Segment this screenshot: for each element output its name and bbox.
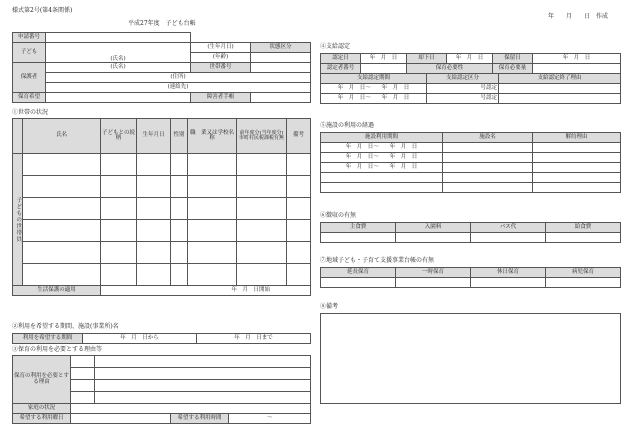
period-to-field[interactable]: 年 月 日まで [197, 334, 311, 344]
table-row[interactable] [23, 198, 101, 220]
status-field[interactable] [251, 53, 311, 63]
period-table [12, 333, 311, 344]
days-label: 希望する利用曜日 [13, 414, 71, 424]
cert-no-field[interactable] [361, 64, 407, 74]
family-field[interactable] [71, 404, 311, 414]
age-field[interactable]: (年齢) [191, 53, 251, 63]
welfare-label: 生活保護の適用 [13, 286, 101, 296]
reason-field[interactable] [95, 368, 311, 380]
cert-period-field[interactable]: 年 月 日〜 年 月 日 [321, 94, 427, 104]
form-title: 平成27年度 子ども台帳 [128, 20, 196, 27]
contact-field[interactable]: (連絡先) [46, 83, 311, 93]
app-no-label: 申請番号 [13, 33, 46, 43]
facility-period-field[interactable]: 年 月 日〜 年 月 日 [321, 163, 443, 173]
basic-info-table [12, 32, 311, 103]
support-field[interactable] [396, 278, 471, 288]
cert-end-field[interactable] [499, 84, 621, 94]
support-field[interactable] [546, 278, 621, 288]
section-facility-title: ⑤施設の利用の経過 [320, 122, 375, 129]
disability-label: 障害者手帳 [191, 93, 251, 103]
fee-field[interactable] [471, 233, 546, 243]
cert-period-field[interactable]: 年 月 日〜 年 月 日 [321, 84, 427, 94]
household-side-label: 子どもの世帯員 [13, 154, 23, 286]
section-household-title: ①世帯の状況 [12, 109, 49, 116]
support-temporary: 一時保育 [396, 268, 471, 278]
col-birthdate: 生年月日 [137, 119, 171, 154]
table-row[interactable] [23, 154, 101, 176]
support-holiday: 休日保育 [471, 268, 546, 278]
family-label: 家庭の状況 [13, 404, 71, 414]
reason-field[interactable] [95, 392, 311, 404]
household-no-field[interactable] [251, 63, 311, 73]
fee-field[interactable] [396, 233, 471, 243]
hours-label: 希望する利用時間 [171, 414, 229, 424]
table-row[interactable] [23, 176, 101, 198]
fee-lunch: 給食費 [546, 223, 621, 233]
household-no-label: 世帯番号 [191, 63, 251, 73]
support-extended: 延長保育 [321, 268, 396, 278]
support-field[interactable] [471, 278, 546, 288]
hold-date-label: 保留日 [493, 54, 533, 64]
hours-field[interactable]: 〜 [229, 414, 311, 424]
col-name: 氏名 [23, 119, 101, 154]
cert-date-field[interactable]: 年 月 日 [361, 54, 407, 64]
facility-cancel-label: 解約理由 [533, 133, 621, 143]
cert-category-label: 支給認定区分 [427, 74, 499, 84]
col-job: 職 業又は学校名称 [188, 119, 237, 154]
section-fees-title: ⑥徴収の有無 [320, 212, 357, 219]
reason-field[interactable] [95, 380, 311, 392]
household-table [12, 118, 311, 296]
reason-field[interactable] [95, 356, 311, 368]
facility-name-label: 施設名 [443, 133, 533, 143]
address-field[interactable]: (住所) [46, 73, 311, 83]
facility-period-field[interactable]: 年 月 日〜 年 月 日 [321, 153, 443, 163]
need-amount-field[interactable] [533, 64, 621, 74]
cert-end-label: 支給認定終了理由 [499, 74, 621, 84]
fee-field[interactable] [546, 233, 621, 243]
cert-category-field[interactable]: 号認定 [427, 94, 499, 104]
table-row[interactable] [23, 242, 101, 264]
cert-date-label: 認定日 [321, 54, 361, 64]
reject-date-label: 却下日 [407, 54, 447, 64]
col-sex: 性別 [171, 119, 188, 154]
support-field[interactable] [321, 278, 396, 288]
table-row[interactable] [23, 220, 101, 242]
section-reason-title: ③保育の利用を必要とする理由等 [12, 346, 103, 353]
guardian-name-field[interactable]: (氏名) [46, 63, 191, 73]
need-label: 保育必要性 [407, 64, 493, 74]
child-name-field[interactable]: (氏名) [46, 43, 191, 63]
need-amount-label: 保育必要量 [493, 64, 533, 74]
reason-table [12, 355, 311, 414]
facility-table [320, 132, 621, 193]
cert-period-label: 支給認定期間 [321, 74, 427, 84]
welfare-start-field[interactable]: 年 月 日開始 [101, 286, 311, 296]
remarks-field[interactable] [320, 313, 621, 404]
fee-field[interactable] [321, 233, 396, 243]
cert-no-label: 認定者番号 [321, 64, 361, 74]
period-label: 利用を希望する期間 [13, 334, 83, 344]
support-table [320, 267, 621, 288]
form-id: 様式第2号(第4条関係) [12, 7, 73, 14]
fee-bus: バス代 [471, 223, 546, 233]
guardian-label: 保護者 [13, 63, 46, 93]
cert-end-field[interactable] [499, 94, 621, 104]
nursery-wish-field[interactable] [46, 93, 191, 103]
facility-period-field[interactable]: 年 月 日〜 年 月 日 [321, 143, 443, 153]
col-notes: 備考 [287, 119, 311, 154]
col-tax: 前年度分(当年度分)市町村民税課税有無 [237, 119, 287, 154]
status-label: 状態区分 [251, 43, 311, 53]
days-field[interactable] [71, 414, 171, 424]
nursery-wish-label: 保育希望 [13, 93, 46, 103]
fees-table [320, 222, 621, 243]
days-hours-table [12, 413, 311, 424]
table-row[interactable] [23, 264, 101, 286]
app-no-field[interactable] [46, 33, 191, 43]
facility-period-label: 施設利用期間 [321, 133, 443, 143]
child-label: 子ども [13, 43, 46, 63]
hold-date-field[interactable]: 年 月 日 [533, 54, 621, 64]
support-sick: 病児保育 [546, 268, 621, 278]
birthdate-field[interactable]: (生年月日) [191, 43, 251, 53]
cert-category-field[interactable]: 号認定 [427, 84, 499, 94]
col-relation: 子どもとの続柄 [101, 119, 137, 154]
cert-table [320, 53, 621, 74]
created-date: 年 月 日 作成 [548, 13, 609, 20]
cert-period-table [320, 73, 621, 104]
disability-field[interactable] [251, 93, 311, 103]
section-support-title: ⑦地域子ども・子育て支援事業台帳の有無 [320, 257, 435, 264]
section-cert-title: ④支給認定 [320, 43, 351, 50]
fee-entrance: 入園料 [396, 223, 471, 233]
fee-staple: 主食費 [321, 223, 396, 233]
facility-period-field[interactable] [321, 173, 443, 183]
facility-period-field[interactable] [321, 183, 443, 193]
reject-date-field[interactable]: 年 月 日 [447, 54, 493, 64]
section-remarks-title: ⑧備考 [320, 303, 339, 310]
section-period-title: ②利用を希望する期間、施設(事業所)名 [12, 323, 119, 330]
period-from-field[interactable]: 年 月 日から [83, 334, 197, 344]
reason-label: 保育の利用を必要とする理由 [13, 356, 71, 404]
